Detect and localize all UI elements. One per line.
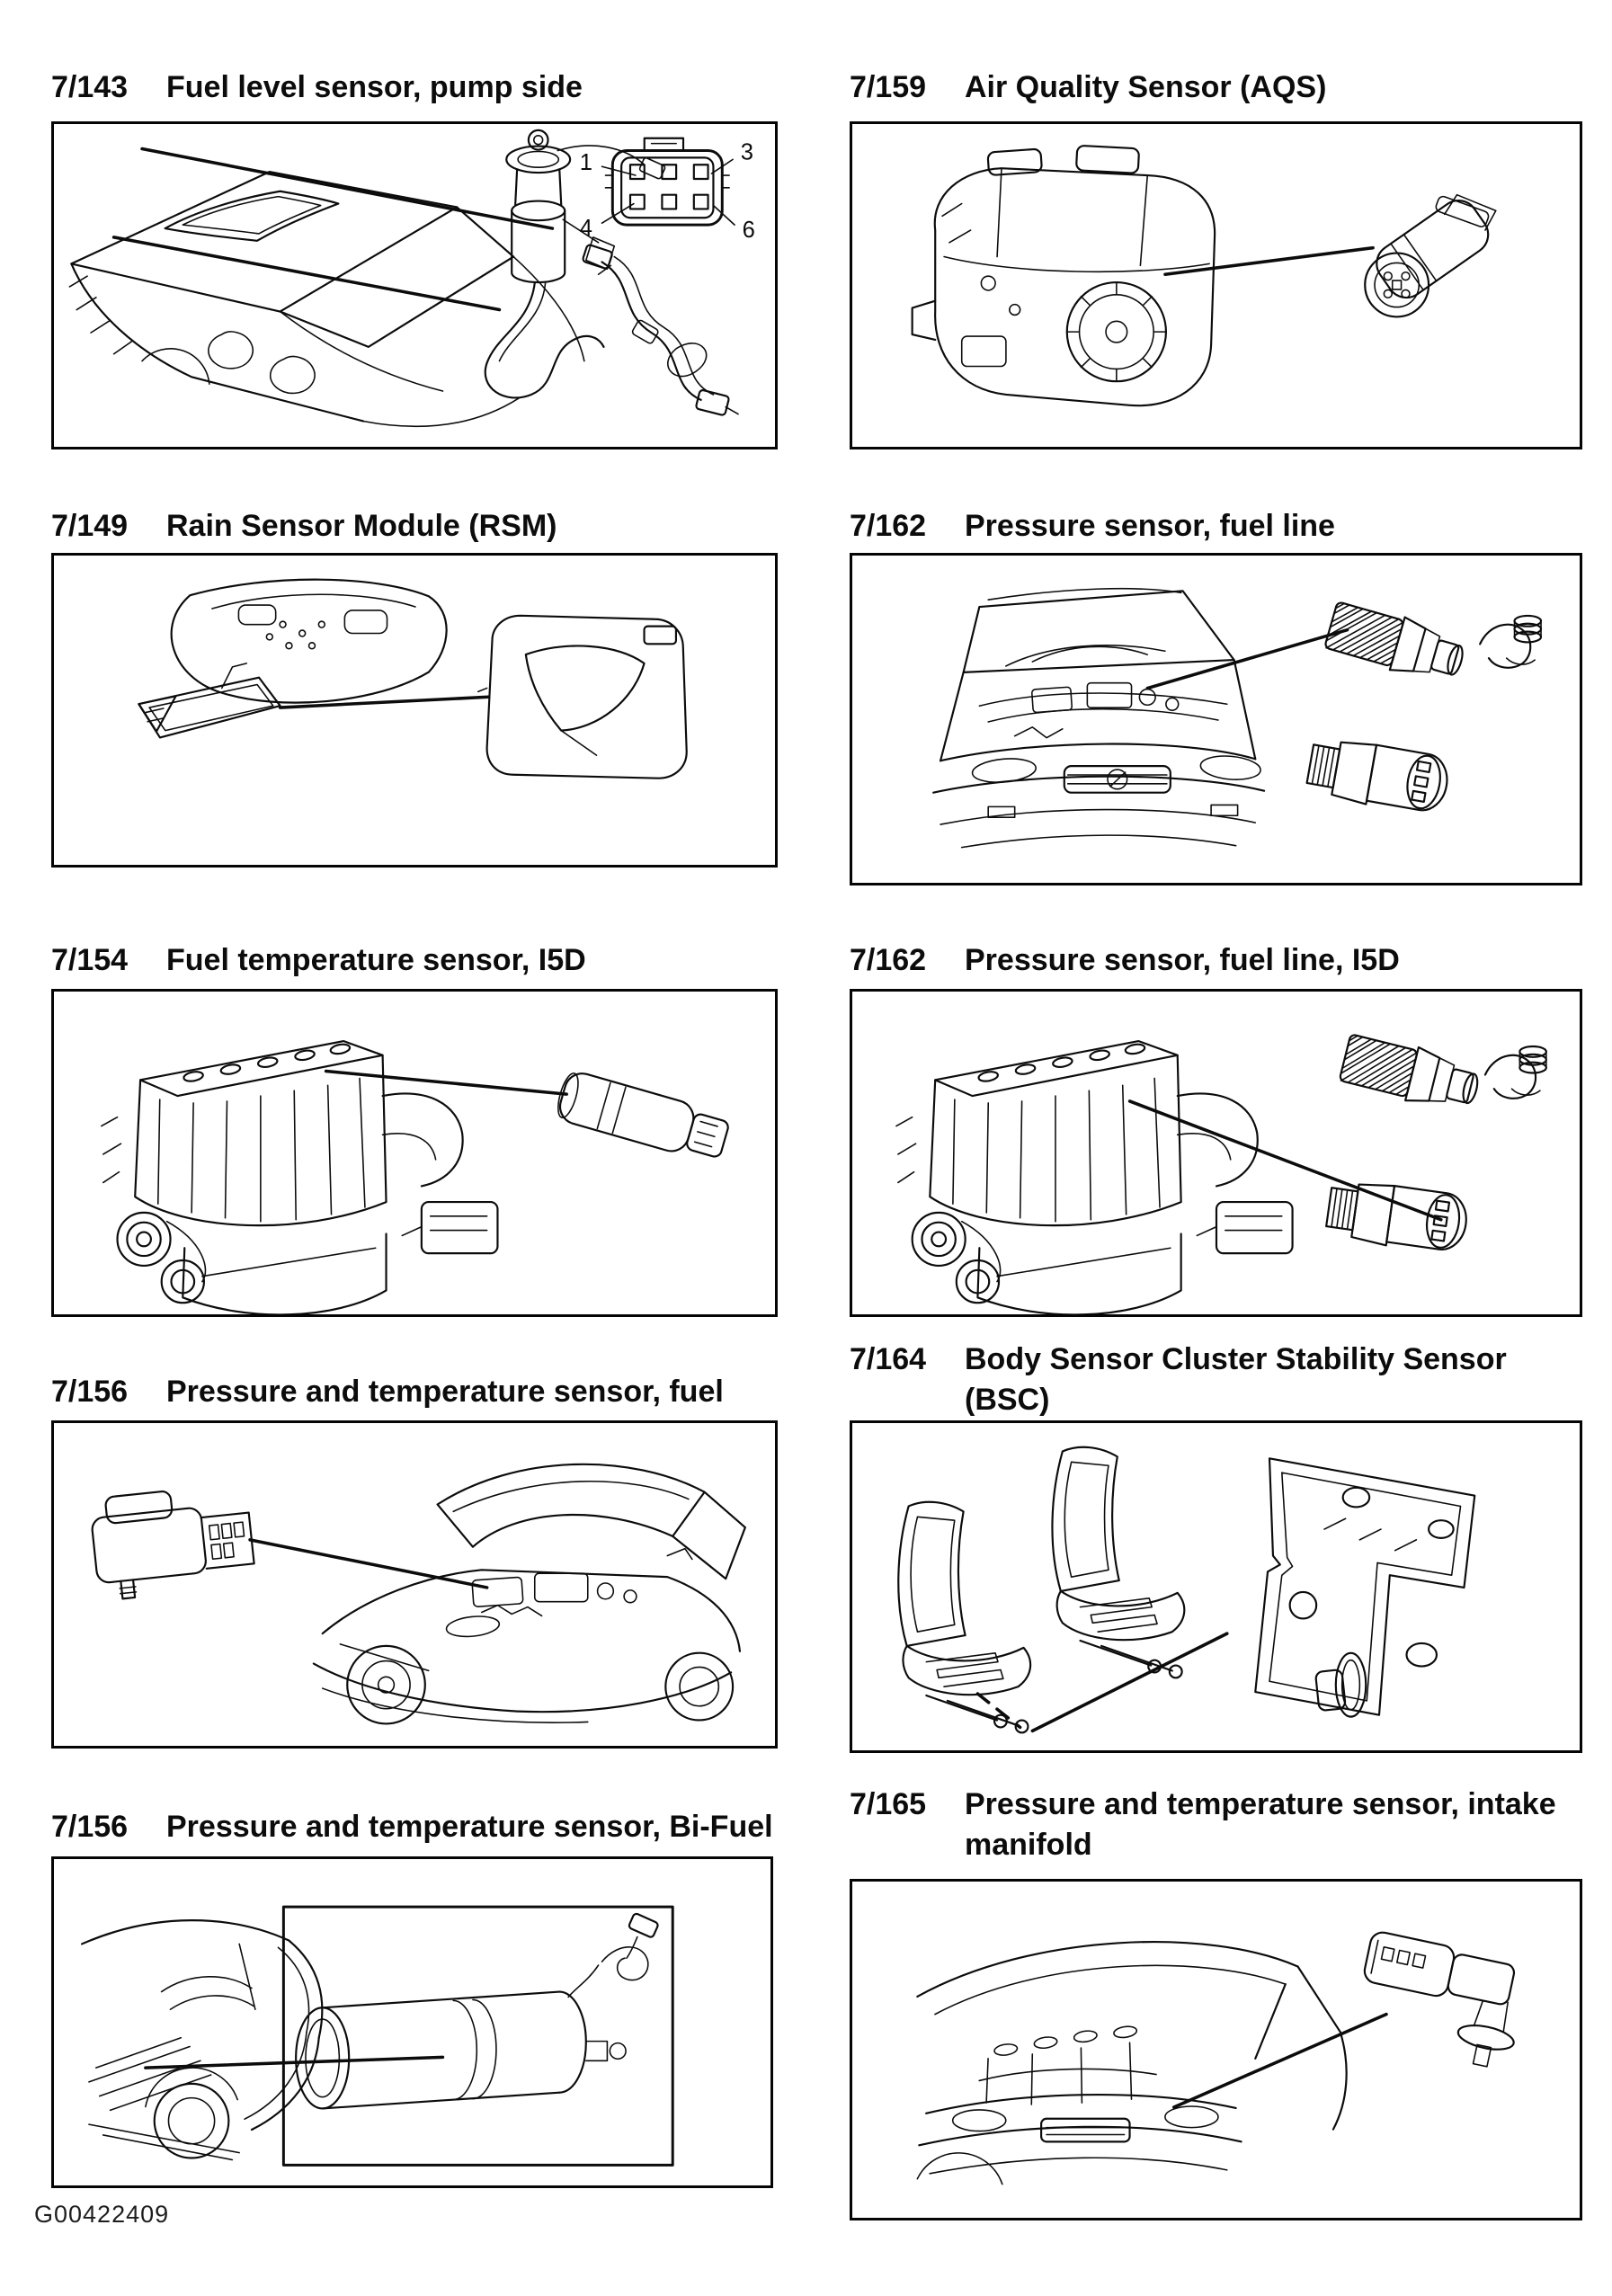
pointer-line-dashed xyxy=(977,1694,1020,1727)
pointer-line xyxy=(1147,630,1347,689)
figure-bifuel-tank xyxy=(54,1859,770,2185)
knurled-sensor xyxy=(1323,598,1469,688)
panel-title: Pressure and temperature sensor, Bi-Fuel xyxy=(166,1810,773,1844)
figure-box xyxy=(850,553,1582,885)
panel-title: Fuel temperature sensor, I5D xyxy=(166,943,586,977)
figure-aqs xyxy=(852,124,1580,447)
pointer-line xyxy=(146,2057,443,2068)
panel-ref: 7/164 xyxy=(850,1342,927,1376)
figure-box xyxy=(850,989,1582,1317)
car-cutaway-drawing xyxy=(69,172,583,426)
panel-body-sensor-cluster xyxy=(850,1339,1582,1753)
seat-rear xyxy=(898,1502,1030,1733)
panel-ref: 7/162 xyxy=(850,943,927,977)
panel-heading xyxy=(850,940,1582,981)
panel-title: Pressure and temperature sensor, intake manifold xyxy=(965,1787,1556,1862)
hvac-unit-drawing xyxy=(913,146,1215,405)
gas-cylinder-drawing xyxy=(296,1992,626,2109)
wiring-harness-drawing xyxy=(583,245,738,416)
panel-title: Pressure and temperature sensor, fuel xyxy=(166,1375,724,1409)
pin-label-1: 1 xyxy=(579,150,592,176)
pin-label-6: 6 xyxy=(742,217,755,243)
figure-box xyxy=(850,121,1582,449)
pointer-line xyxy=(326,1072,567,1095)
sensor-detail-drawing xyxy=(89,1482,256,1601)
pointer-line xyxy=(142,149,552,229)
car-rear-cutaway-drawing xyxy=(82,1920,322,2159)
pointer-line xyxy=(1174,2015,1386,2107)
panel-ref: 7/156 xyxy=(51,1375,129,1409)
pointer-line xyxy=(114,237,500,310)
panel-title: Rain Sensor Module (RSM) xyxy=(166,509,557,543)
pointer-line xyxy=(250,1540,487,1588)
panel-title: Fuel level sensor, pump side xyxy=(166,70,583,104)
figure-fuel-temp-sensor xyxy=(54,992,775,1314)
panel-ref: 7/143 xyxy=(51,70,129,104)
figure-fuel-level-sensor xyxy=(54,124,775,447)
car-corner-open-hood-drawing xyxy=(917,1942,1346,2184)
figure-box xyxy=(51,989,778,1317)
panel-heading xyxy=(850,506,1582,547)
car-front-engine-bay-drawing xyxy=(933,589,1264,848)
panel-pressure-temp-intake xyxy=(850,1784,1582,2220)
figure-box xyxy=(51,553,778,868)
coil-fitting xyxy=(1485,1046,1546,1099)
pin-label-4: 4 xyxy=(579,215,592,241)
figure-pressure-fuel-line xyxy=(852,556,1580,883)
panel-title: Pressure sensor, fuel line, I5D xyxy=(965,943,1400,977)
map-sensor-drawing xyxy=(1350,1930,1531,2071)
panel-heading xyxy=(51,1372,778,1412)
seat-front xyxy=(1052,1447,1184,1678)
panel-heading xyxy=(850,1784,1582,1865)
pointer-line xyxy=(1032,1633,1226,1731)
figure-bsc xyxy=(852,1423,1580,1750)
figure-rain-sensor xyxy=(54,556,775,865)
bracket-sensor-drawing xyxy=(1255,1458,1474,1716)
panel-ref: 7/159 xyxy=(850,70,927,104)
panel-heading xyxy=(850,1339,1582,1420)
panel-ref: 7/154 xyxy=(51,943,129,977)
knurled-sensor xyxy=(1339,1030,1483,1117)
coil-fitting xyxy=(1480,616,1541,668)
panel-ref: 7/162 xyxy=(850,509,927,543)
figure-id-label: G00422409 xyxy=(34,2201,170,2228)
fuel-pump-assembly-drawing xyxy=(485,130,666,398)
panel-heading xyxy=(51,940,778,981)
plug-sensor xyxy=(1305,734,1452,818)
panel-air-quality-sensor xyxy=(850,67,1582,449)
aqs-sensor-drawing xyxy=(1365,193,1496,317)
car-open-hood-drawing xyxy=(314,1464,745,1724)
panel-fuel-temperature-sensor xyxy=(51,940,778,1317)
panel-pressure-sensor-fuel-line-i5d xyxy=(850,940,1582,1317)
panel-ref: 7/149 xyxy=(51,509,129,543)
engine-drawing xyxy=(896,1041,1293,1314)
plug-sensor xyxy=(1325,1178,1470,1257)
connector-detail-drawing xyxy=(580,138,755,243)
figure-pressure-fuel-line-i5d xyxy=(852,992,1580,1314)
panel-title: Air Quality Sensor (AQS) xyxy=(965,70,1327,104)
figure-box xyxy=(850,1420,1582,1753)
figure-box xyxy=(850,1879,1582,2220)
figure-box xyxy=(51,1420,778,1749)
panel-heading xyxy=(51,1807,773,1847)
panel-pressure-sensor-fuel-line xyxy=(850,506,1582,885)
panel-ref: 7/156 xyxy=(51,1810,129,1844)
figure-pressure-temp-fuel xyxy=(54,1423,775,1746)
pointer-line xyxy=(1165,248,1373,275)
panel-title: Body Sensor Cluster Stability Sensor (BSC) xyxy=(965,1342,1507,1417)
panel-title: Pressure sensor, fuel line xyxy=(965,509,1335,543)
inset-detail-frame xyxy=(283,1907,672,2165)
panel-heading xyxy=(51,506,778,547)
figure-box xyxy=(51,1856,773,2188)
panel-fuel-level-sensor xyxy=(51,67,778,449)
panel-ref: 7/165 xyxy=(850,1787,927,1821)
figure-box xyxy=(51,121,778,449)
panel-heading xyxy=(850,67,1582,108)
panel-pressure-temp-sensor-fuel xyxy=(51,1372,778,1749)
rsm-housing-drawing xyxy=(478,616,687,779)
panel-pressure-temp-sensor-bifuel xyxy=(51,1807,773,2188)
panel-heading xyxy=(51,67,778,108)
temp-sensor-drawing xyxy=(554,1069,732,1165)
figure-map-sensor xyxy=(852,1882,1580,2218)
panel-rain-sensor-module xyxy=(51,506,778,868)
pin-label-3: 3 xyxy=(740,139,753,165)
overhead-console-drawing xyxy=(172,580,447,703)
sensor-pigtail-drawing xyxy=(568,1913,659,1998)
